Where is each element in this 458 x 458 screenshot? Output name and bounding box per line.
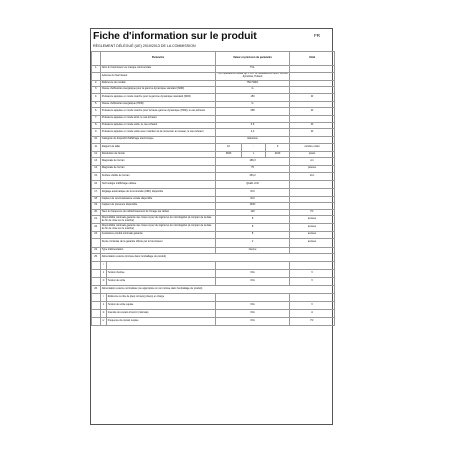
row-number: 1.: [92, 66, 101, 73]
row-number: 22.: [92, 224, 101, 232]
sub-row-unit: V: [290, 270, 335, 278]
row-unit: années: [290, 238, 335, 247]
row-parameter: Technologie d'affichage utilisée: [101, 180, 216, 188]
specification-table-body: [92, 52, 335, 326]
table-row: [92, 93, 335, 101]
regulation-reference: RÈGLEMENT DÉLÉGUÉ (UE) 2019/2013 DE LA COMMISSION: [93, 43, 196, 48]
sub-row-value: [216, 262, 290, 270]
row-unit: W: [290, 122, 335, 129]
row-number: [92, 72, 101, 80]
row-value: 189,3: [216, 158, 290, 166]
sub-row: [92, 310, 335, 318]
row-parameter: Diagonale de l'écran: [101, 158, 216, 166]
section-heading: Alimentation externe (incluse dans l'emballage du produit): [101, 254, 335, 262]
row-number: 3.: [92, 87, 101, 94]
row-number: 17.: [92, 188, 101, 196]
row-unit: années: [290, 224, 335, 232]
sub-row: [92, 294, 335, 302]
row-parameter: Classe d'efficacité énergétique (HDR): [101, 101, 216, 108]
sub-row-label: Tension de sortie: [107, 278, 216, 286]
sub-row-spacer: [92, 270, 101, 278]
sub-row-code: iii: [101, 310, 107, 318]
row-number: 13.: [92, 158, 101, 166]
row-unit: dm²: [290, 172, 335, 180]
row-unit: cm: [290, 158, 335, 166]
sub-row-spacer: [92, 262, 101, 270]
row-parameter: Surface visible de l'écran: [101, 172, 216, 180]
row-value-part-1: 16: [216, 143, 242, 151]
row-parameter: Disponibilité minimale garantie des mises à jour du logiciel et du micrologiciel (à compter de la date de fin de mise sur le marché): [101, 216, 216, 224]
row-value: 75: [216, 166, 290, 173]
table-row: [92, 143, 335, 151]
row-number: 4.: [92, 93, 101, 101]
row-value: 153,2: [216, 172, 290, 180]
row-parameter: Puissance appelée en mode marche pour la gamme dynamique standard (SDR): [101, 93, 216, 101]
header-unit: Unité: [290, 52, 335, 66]
row-unit: W: [290, 93, 335, 101]
row-unit: W: [290, 108, 335, 116]
row-unit: [290, 188, 335, 196]
product-information-sheet: [90, 28, 333, 425]
language-code: FR: [314, 33, 320, 38]
sub-row-value: N/A: [216, 318, 290, 326]
row-number: 16.: [92, 180, 101, 188]
page-title: Fiche d'information sur le produit: [93, 30, 257, 42]
sub-row-code: ii: [101, 270, 107, 278]
row-value-part-3: 2160: [266, 151, 290, 158]
row-value-part-2: x: [242, 151, 266, 158]
table-row: [92, 108, 335, 116]
table-row: [92, 180, 335, 188]
sub-row-label: Tension d'entrée: [107, 270, 216, 278]
sub-row-code: i: [101, 262, 107, 270]
row-number: 19.: [92, 203, 101, 210]
row-parameter: Assistance produit minimale garantie: [101, 232, 216, 239]
sub-row-label: [107, 262, 216, 270]
row-value: 8: [216, 216, 290, 224]
specification-table: [91, 51, 335, 326]
row-number: 5.: [92, 101, 101, 108]
sub-row-value: N/A: [216, 270, 290, 278]
sub-row-spacer: [92, 278, 101, 286]
header-number-cell: [92, 52, 101, 66]
row-number: 7.: [92, 116, 101, 123]
sub-row-spacer: [92, 318, 101, 326]
row-value: TCL Operations Polska Sp. z o.o. ul. Mickiewicza 31/41, 96-300 Żyrardów, Poland: [217, 72, 288, 78]
sub-row: [92, 318, 335, 326]
sub-row: [92, 302, 335, 310]
row-value: G: [216, 87, 290, 94]
header-parameter: Paramètre: [101, 52, 216, 66]
table-row: [92, 188, 335, 196]
sheet-header: [91, 29, 334, 53]
row-parameter: Référence du modèle: [101, 80, 216, 87]
row-value: QLED LCD: [216, 180, 290, 188]
sub-row-spacer: [92, 294, 101, 302]
row-number: 24.: [92, 247, 101, 254]
row-value: 8: [216, 232, 290, 239]
row-unit: [290, 72, 335, 80]
table-header-row: [92, 52, 335, 66]
section-heading-row: [92, 254, 335, 262]
sub-row-code: iii: [101, 278, 107, 286]
sub-row-label: Fréquence du courant requise: [107, 318, 216, 326]
sub-row: [92, 262, 335, 270]
sub-row-spacer: [92, 302, 101, 310]
row-number: 6.: [92, 108, 101, 116]
row-parameter: Catégorie du dispositif d'affichage électronique: [101, 137, 216, 144]
row-parameter: Disponibilité minimale garantie des mises à jour du logiciel et du micrologiciel (à compter de la date de fin de mise sur le marché): [101, 224, 216, 232]
table-row: [92, 72, 335, 80]
row-number: 18.: [92, 196, 101, 203]
row-parameter: Type d'alimentation: [101, 247, 216, 254]
sub-row-code: i: [101, 294, 107, 302]
row-value: NON: [216, 203, 290, 210]
sub-row-value: N/A: [216, 310, 290, 318]
section-heading: Alimentation externe normalisée (ou appropriée si non incluse dans l'emballage du produit): [101, 286, 335, 294]
row-number: 14.: [92, 166, 101, 173]
row-value: 2: [216, 238, 290, 247]
table-row: [92, 224, 335, 232]
row-parameter: Adresse du fournisseur: [101, 72, 216, 80]
row-number: 23.: [92, 232, 101, 239]
row-parameter: Capteur de présence disponible: [101, 203, 216, 210]
row-parameter: Diagonale de l'écran: [101, 166, 216, 173]
sub-row: [92, 270, 335, 278]
table-row: [92, 216, 335, 224]
row-unit: années: [290, 232, 335, 239]
row-parameter: Réglage automatique de la luminosité (ABC) disponible: [101, 188, 216, 196]
row-number: 9.: [92, 129, 101, 137]
table-row: [92, 172, 335, 180]
sub-row-spacer: [92, 310, 101, 318]
row-unit: [290, 180, 335, 188]
row-number: 8.: [92, 122, 101, 129]
row-unit: W: [290, 129, 335, 137]
row-value: OUI: [216, 188, 290, 196]
row-value: TCL: [216, 66, 290, 73]
row-unit: nombre entier: [290, 143, 335, 151]
row-number: 2.: [92, 80, 101, 87]
row-value: 8: [216, 224, 290, 232]
row-parameter: Rapport de taille: [101, 143, 216, 151]
row-parameter: Puissance appelée en mode veille, le cas échéant: [101, 122, 216, 129]
row-value: OUI: [216, 196, 290, 203]
row-value: 258: [216, 108, 290, 116]
row-number: 20.: [92, 209, 101, 216]
row-value: 2,0: [216, 129, 290, 137]
sub-row-unit: [290, 262, 335, 270]
row-parameter: Classe d'efficacité énergétique pour la gamme dynamique standard (SDR): [101, 87, 216, 94]
table-row: [92, 129, 335, 137]
sub-row-value: [216, 294, 290, 302]
row-parameter: Résolution de l'écran: [101, 151, 216, 158]
row-number: [92, 238, 101, 247]
row-value-part-1: 3840: [216, 151, 242, 158]
sub-row-unit: Hz: [290, 318, 335, 326]
sub-row-label: Intensité du courant à fournir (minimale): [107, 310, 216, 318]
row-value: G: [216, 101, 290, 108]
row-number: 10.: [92, 137, 101, 144]
sub-row-value: N/A: [216, 302, 290, 310]
row-unit: années: [290, 216, 335, 224]
sub-row-unit: [290, 294, 335, 302]
table-row: [92, 238, 335, 247]
row-unit: pouces: [290, 166, 335, 173]
row-value: interne: [216, 247, 290, 254]
row-parameter: Puissance appelée en mode veille avec maintien de la connexion au réseau, le cas échéant: [101, 129, 216, 137]
row-number: 12.: [92, 151, 101, 158]
table-row: [92, 158, 335, 166]
sub-row-unit: V: [290, 302, 335, 310]
sub-row-label: Référence ou titre de (des) norme(s) prise(s) en charge: [107, 294, 216, 302]
sub-row-code: ii: [101, 302, 107, 310]
row-parameter: Nom du fournisseur ou marque commerciale: [101, 66, 216, 73]
row-parameter: Puissance appelée en mode arrêt, le cas échéant: [101, 116, 216, 123]
header-value: Valeur et précision du paramètre: [216, 52, 290, 66]
section-heading-row: [92, 286, 335, 294]
row-parameter: Puissance appelée en mode marche pour la haute gamme dynamique (HDR), le cas échéant: [101, 108, 216, 116]
row-parameter: Durée minimale de la garantie offerte par le fournisseur: [101, 238, 216, 247]
row-number: 21.: [92, 216, 101, 224]
row-number: 15.: [92, 172, 101, 180]
row-number: 11.: [92, 143, 101, 151]
row-value: 75C729K1: [216, 80, 290, 87]
row-value-part-2: :: [242, 143, 266, 151]
row-value: 120: [216, 209, 290, 216]
sub-row-unit: V: [290, 278, 335, 286]
sub-row-value: N/A: [216, 278, 290, 286]
row-parameter: Taux du fréquence de rafraîchissement de l'image par défaut: [101, 209, 216, 216]
row-parameter: Capteur de reconnaissance vocale disponible: [101, 196, 216, 203]
row-value: 0,5: [216, 122, 290, 129]
row-value: télévision: [216, 137, 290, 144]
row-value-part-3: 9: [266, 143, 290, 151]
sub-row-unit: A: [290, 310, 335, 318]
section-number: 25.: [92, 254, 101, 262]
section-number: 26.: [92, 286, 101, 294]
row-unit: pixels: [290, 151, 335, 158]
row-unit: Hz: [290, 209, 335, 216]
row-value: 150: [216, 93, 290, 101]
sub-row: [92, 278, 335, 286]
sub-row-label: Tension de sortie requise: [107, 302, 216, 310]
sub-row-code: iv: [101, 318, 107, 326]
